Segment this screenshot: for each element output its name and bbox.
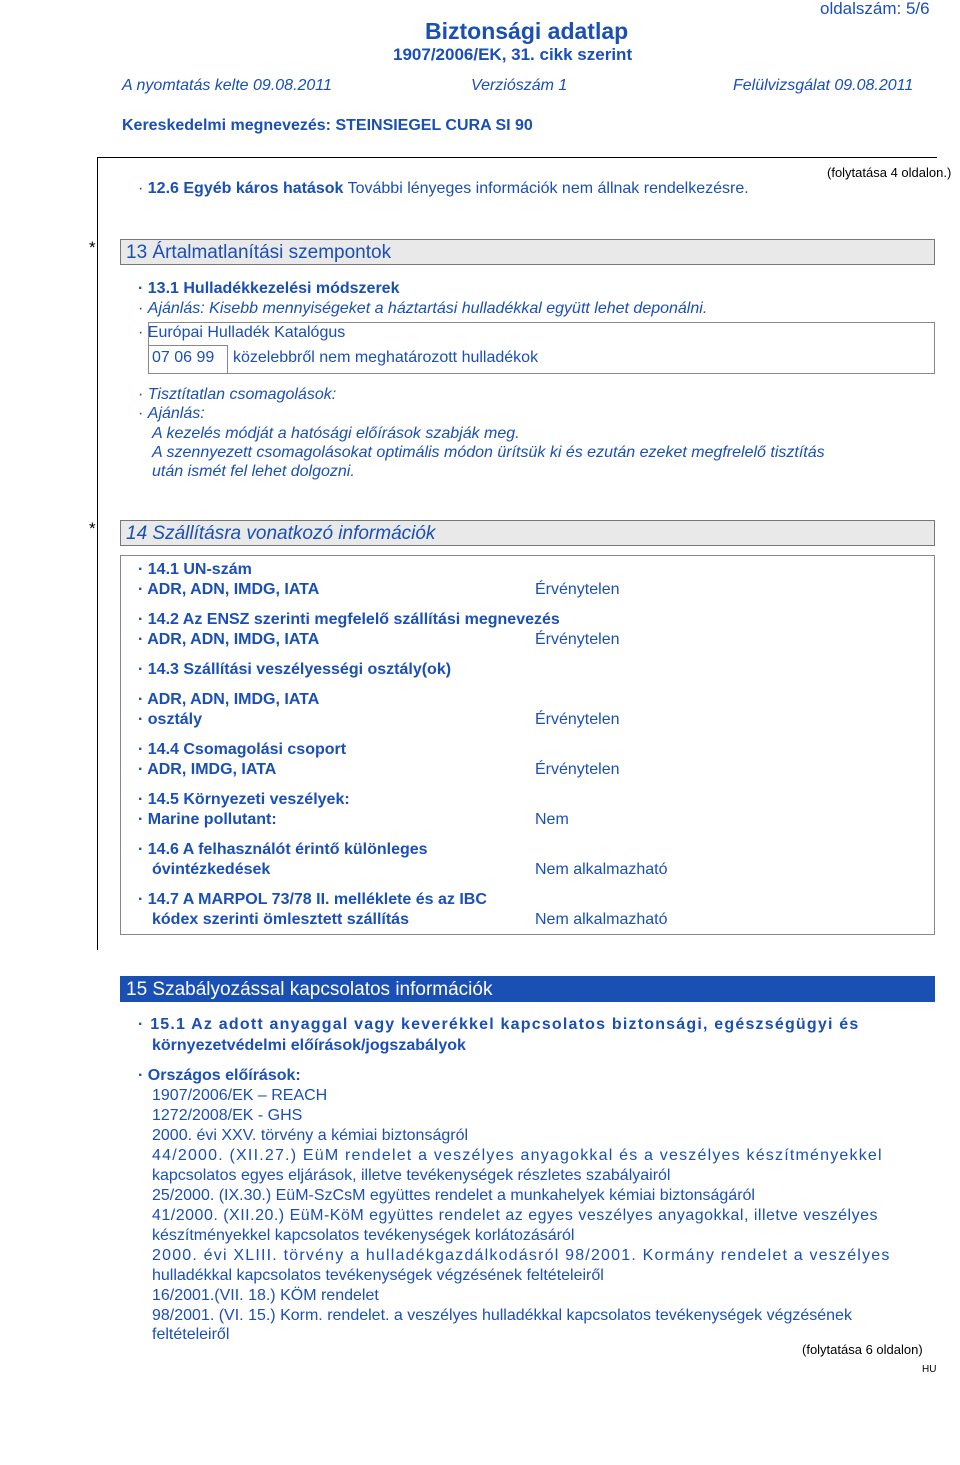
transport-row-label: · 14.4 Csomagolási csoport: [138, 741, 347, 758]
regulation-line: 1907/2006/EK – REACH: [152, 1087, 328, 1104]
transport-row-label-text: óvintézkedések: [152, 861, 271, 878]
section-13-heading: [120, 239, 935, 265]
section-13-marker: *: [89, 238, 96, 257]
transport-row-label-text: 14.4 Csomagolási csoport: [147, 741, 347, 758]
section-12-6: · 12.6 Egyéb káros hatások További lényeges információk nem állnak rendelkezésre.: [138, 180, 749, 197]
document-subtitle: 1907/2006/EK, 31. cikk szerint: [393, 45, 633, 64]
section-13-1-title: 13.1 Hulladékkezelési módszerek: [147, 280, 400, 297]
section-14-heading: [120, 520, 935, 546]
transport-row-label: · 14.6 A felhasználót érintő különleges: [138, 841, 428, 858]
transport-row-value: Nem: [535, 811, 569, 828]
transport-row-label-text: kódex szerinti ömlesztett szállítás: [152, 911, 409, 928]
transport-row-value: Érvénytelen: [535, 631, 620, 648]
transport-row-label-text: 14.1 UN-szám: [147, 561, 252, 578]
section-15-1: · 15.1 Az adott anyaggal vagy keverékkel kapcsolatos biztonsági, egészségügyi és: [138, 1016, 860, 1033]
regulation-line: kapcsolatos egyes eljárások, illetve tevékenységek részletes szabályairól: [152, 1167, 671, 1184]
transport-row-label-text: 14.3 Szállítási veszélyességi osztály(ok): [147, 661, 452, 678]
document-title: Biztonsági adatlap: [425, 18, 629, 44]
page-number: oldalszám: 5/6: [820, 0, 930, 18]
recommendation-label: Ajánlás:: [147, 300, 205, 317]
regulation-line: 1272/2008/EK - GHS: [152, 1107, 303, 1124]
transport-row-label: · ADR, ADN, IMDG, IATA: [138, 581, 320, 598]
packaging-recommendation: · Ajánlás:: [138, 405, 205, 422]
regulation-line: feltételeiről: [152, 1326, 230, 1343]
transport-row-label: · ADR, ADN, IMDG, IATA: [138, 691, 320, 708]
transport-row-label: · ADR, IMDG, IATA: [138, 761, 277, 778]
waste-catalog-label: · Európai Hulladék Katalógus: [138, 324, 346, 341]
regulation-line: hulladékkal kapcsolatos tevékenységek végzésének feltételeiről: [152, 1267, 604, 1284]
waste-catalog-title: Európai Hulladék Katalógus: [147, 324, 346, 341]
section-15-heading-text: 15 Szabályozással kapcsolatos információk: [126, 979, 493, 1000]
section-13-recommendation: · Ajánlás: Kisebb mennyiségeket a háztartási hulladékkal együtt lehet deponálni.: [138, 300, 708, 317]
national-regulations: · Országos előírások:: [138, 1067, 301, 1084]
transport-row-label-text: ADR, ADN, IMDG, IATA: [147, 691, 320, 708]
regulation-line: 98/2001. (VI. 15.) Korm. rendelet. a veszélyes hulladékkal kapcsolatos tevékenységek végzésének: [152, 1307, 852, 1324]
transport-row-label: [152, 861, 270, 879]
transport-row-label: · Marine pollutant:: [138, 811, 277, 828]
transport-row-value: Nem alkalmazható: [535, 911, 668, 928]
regulation-line: 2000. évi XXV. törvény a kémiai biztonságról: [152, 1127, 469, 1144]
transport-row-label-text: 14.6 A felhasználót érintő különleges: [147, 841, 428, 858]
regulation-line: 16/2001.(VII. 18.) KÖM rendelet: [152, 1287, 379, 1304]
regulation-line: 25/2000. (IX.30.) EüM-SzCsM együttes rendelet a munkahelyek kémiai biztonságáról: [152, 1187, 755, 1204]
transport-row-label: · 14.3 Szállítási veszélyességi osztály(ok): [138, 661, 452, 678]
section-13-heading-text: 13 Ártalmatlanítási szempontok: [126, 242, 392, 263]
version-number: Verziószám 1: [471, 77, 568, 94]
transport-row-label-text: ADR, ADN, IMDG, IATA: [147, 631, 320, 648]
transport-row-label-text: ADR, IMDG, IATA: [147, 761, 277, 778]
content-frame-top: [97, 157, 937, 158]
waste-catalog-description: közelebbről nem meghatározott hulladékok: [233, 349, 539, 366]
regulation-line: készítményekkel kapcsolatos tevékenységek korlátozásáról: [152, 1227, 575, 1244]
recommendation-text: Kisebb mennyiségeket a háztartási hulladékkal együtt lehet deponálni.: [209, 300, 708, 317]
revision-date: Felülvizsgálat 09.08.2011: [733, 77, 914, 94]
transport-row-value: Érvénytelen: [535, 761, 620, 778]
section-12-6-label: 12.6 Egyéb káros hatások: [147, 180, 344, 197]
regulation-line: 41/2000. (XII.20.) EüM-KöM együttes rendelet az egyes veszélyes anyagokkal, illetve veszélyes: [152, 1207, 878, 1224]
transport-row-label-text: Marine pollutant:: [147, 811, 277, 828]
section-15-1-title-a: 15.1 Az adott anyaggal vagy keverékkel kapcsolatos biztonsági, egészségügyi és: [150, 1016, 860, 1033]
language-code: HU: [922, 1364, 937, 1375]
packaging-line-3: után ismét fel lehet dolgozni.: [152, 463, 355, 480]
transport-row-label: · 14.5 Környezeti veszélyek:: [138, 791, 350, 808]
national-regulations-label: Országos előírások:: [147, 1067, 301, 1084]
transport-row-label: · 14.7 A MARPOL 73/78 II. melléklete és az IBC: [138, 891, 487, 908]
transport-row-label: · 14.1 UN-szám: [138, 561, 252, 578]
content-frame-left: [97, 157, 98, 950]
print-date: A nyomtatás kelte 09.08.2011: [122, 77, 332, 94]
transport-row-value: Érvénytelen: [535, 581, 620, 598]
transport-row-label-text: ADR, ADN, IMDG, IATA: [147, 581, 320, 598]
transport-row-label-text: 14.7 A MARPOL 73/78 II. melléklete és az IBC: [147, 891, 487, 908]
trade-name: Kereskedelmi megnevezés: STEINSIEGEL CURA SI 90: [122, 117, 533, 134]
transport-row-label: · osztály: [138, 711, 203, 728]
continued-to: (folytatása 6 oldalon): [802, 1342, 923, 1357]
section-13-1: · 13.1 Hulladékkezelési módszerek: [138, 280, 400, 297]
transport-row-label-text: 14.2 Az ENSZ szerinti megfelelő szállítási megnevezés: [147, 611, 560, 628]
regulation-line: 2000. évi XLIII. törvény a hulladékgazdálkodásról 98/2001. Kormány rendelet a veszélyes: [152, 1247, 891, 1264]
transport-row-label: · ADR, ADN, IMDG, IATA: [138, 631, 320, 648]
transport-row-label-text: osztály: [147, 711, 203, 728]
packaging-line-2: A szennyezett csomagolásokat optimális módon ürítsük ki és ezután ezeket megfrelelő tisztítás: [152, 444, 825, 461]
transport-row-value: Érvénytelen: [535, 711, 620, 728]
waste-catalog-code: 07 06 99: [152, 349, 215, 366]
section-15-heading: [120, 976, 935, 1002]
section-15-1-title-b: környezetvédelmi előírások/jogszabályok: [152, 1037, 466, 1054]
transport-row-label: [152, 911, 409, 929]
packaging-line-1: A kezelés módját a hatósági előírások szabják meg.: [152, 425, 520, 442]
section-12-6-text: További lényeges információk nem állnak rendelkezésre.: [347, 180, 749, 197]
section-14-heading-text: 14 Szállításra vonatkozó információk: [126, 523, 436, 544]
uncleaned-packaging: · Tisztítatlan csomagolások:: [138, 386, 337, 403]
continued-from: (folytatása 4 oldalon.): [827, 165, 952, 180]
transport-row-label-text: 14.5 Környezeti veszélyek:: [147, 791, 350, 808]
regulation-line: 44/2000. (XII.27.) EüM rendelet a veszélyes anyagokkal és a veszélyes készítményekkel: [152, 1147, 883, 1164]
transport-row-label: · 14.2 Az ENSZ szerinti megfelelő szállítási megnevezés: [138, 611, 560, 628]
packaging-recommendation-label: Ajánlás:: [147, 405, 205, 422]
uncleaned-packaging-label: Tisztítatlan csomagolások:: [147, 386, 337, 403]
section-14-marker: *: [89, 519, 96, 538]
transport-row-value: Nem alkalmazható: [535, 861, 668, 878]
